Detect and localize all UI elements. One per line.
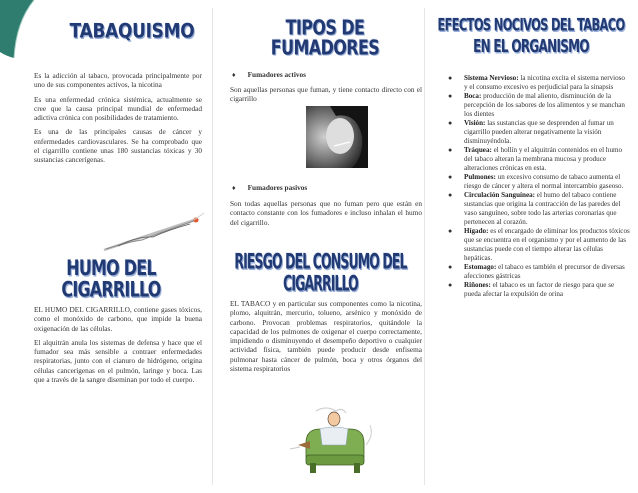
humo-text [34, 305, 202, 389]
diamond-bullet-icon: ♦ [232, 184, 236, 192]
paragraph-2: Es una enfermedad crónica sistémica, actualmente se cree que la causa principal mundial de enfermedad adictiva crónica con posibilidades de tratamiento. [34, 94, 202, 123]
list-item: ● Hígado: es el encargado de eliminar los productos tóxicos que se encuentra en el organismo y por el aumento de las sustancias puede con el tiempo alterar las células hepáticas. [448, 227, 630, 262]
title-riesgo-del-consumo: RIESGO DEL CONSUMO DEL CIGARRILLO [234, 247, 407, 295]
bullet-icon: ● [448, 263, 453, 271]
text-riesgo: EL TABACO y en particular sus componentes como la nicotina, plomo, alquitrán, mercurio, tolueno, arsénico y monóxido de carbono. Provocan problemas respiratorios, quitándole la capacidad de los pulmones de oxigenar el cuerpo correctamente, impidiendo o disminuyendo el desempeño deportivo o cualquier actividad física, también puede producir desde enfisema pulmonar hasta cáncer de pulmón, boca y otros órganos del sistema respiratorios [230, 299, 422, 374]
bullet-icon: ● [448, 173, 453, 181]
list-item: ● Estomago: el tabaco es también el precursor de diversas afecciones gástricas [448, 263, 625, 280]
title-efectos-line-2: EN EL ORGANISMO [473, 35, 589, 57]
green-corner-decoration [0, 0, 42, 58]
humo-paragraph-1: EL HUMO DEL CIGARRILLO, contiene gases tóxicos, como el monóxido de carbono, que impide la buena oxigenación de las células. [34, 305, 202, 333]
diamond-bullet-icon: ♦ [232, 71, 236, 79]
bullet-icon: ● [448, 191, 453, 199]
bullet-icon: ● [448, 92, 453, 100]
column-efectos-nocivos [424, 0, 638, 493]
humo-paragraph-2: El alquitrán anula los sistemas de defensa y hace que el fumador sea más sensible a contraer enfermedades respiratorias, junto con el cianuro de hidrógeno, origina células cancerígenas en el pulmón, laringe y boca. Las que a través de la sangre diseminan por todo el cuerpo. [34, 337, 202, 385]
bullet-icon: ● [448, 146, 453, 154]
bullet-icon: ● [448, 281, 453, 289]
list-item: ● Visión: las sustancias que se desprenden al fumar un cigarrillo pueden alterar negativamente la visión disminuyéndola. [448, 119, 614, 145]
smoker-photo [306, 106, 368, 168]
title-efectos-line-1: EFECTOS NOCIVOS DEL TABACO [437, 14, 625, 35]
bullet-icon: ● [448, 74, 453, 82]
effects-list [448, 74, 630, 299]
intro-text [34, 71, 202, 170]
bullet-icon: ● [448, 227, 453, 235]
paragraph-1: Es la adicción al tabaco, provocada principalmente por uno de sus componentes activos, la nicotina [34, 71, 202, 90]
title-tipos-de-fumadores: TIPOS DE FUMADORES [270, 15, 380, 60]
column-tabaquismo [0, 0, 212, 493]
title-humo-del-cigarrillo: HUMO DEL CIGARRILLO [61, 254, 161, 302]
list-item: ● Sistema Nervioso: la nicotina excita el sistema nervioso y el consumo excesivo es perjudicial para la sinapsis [448, 74, 625, 91]
heading-fumadores-pasivos: ♦ Fumadores pasivos [232, 183, 308, 192]
list-item: ● Riñones: el tabaco es un factor de riesgo para que se pueda afectar la expulsión de orina [448, 281, 615, 298]
list-item: ● Tráquea: el hollín y el alquitrán contenidos en el humo del tabaco alteran la membrana mucosa y produce alteraciones crónicas en esta. [448, 146, 623, 172]
column-tipos-de-fumadores [212, 0, 424, 493]
bullet-icon: ● [448, 119, 453, 127]
heading-fumadores-activos: ♦ Fumadores activos [232, 70, 307, 79]
paragraph-3: Es una de las principales causas de cáncer y enfermedades cardiovasculares. Se ha comprobado que el cigarrillo contiene unas 180 sustancias tóxicas y 30 sustancias cancerígenas. [34, 127, 202, 165]
cigarette-image [98, 212, 208, 254]
list-item: ● Boca: producción de mal aliento, disminución de la percepción de los sabores de los alimentos y se manchan los dientes [448, 92, 625, 118]
title-tabaquismo: TABAQUISMO [69, 20, 195, 44]
list-item: ● Pulmones: un excesivo consumo de tabaco aumenta el riesgo de cáncer y altera el normal intercambio gaseoso. [448, 173, 624, 190]
sick-smoker-illustration [286, 405, 378, 477]
list-item: ● Circulación Sanguínea: el humo del tabaco contiene sustancias que origina la contracción de las paredes del vaso sanguíneo, sobre todo las arterias coronarias que pertenecen al corazón. [448, 191, 621, 226]
text-fumadores-activos: Son aquellas personas que fuman, y tiene contacto directo con el cigarrillo [230, 85, 422, 104]
text-fumadores-pasivos: Son todas aquellas personas que no fuman pero que están en contacto constante con los fumadores e incluso inhalan el humo del cigarrillo. [230, 199, 422, 227]
